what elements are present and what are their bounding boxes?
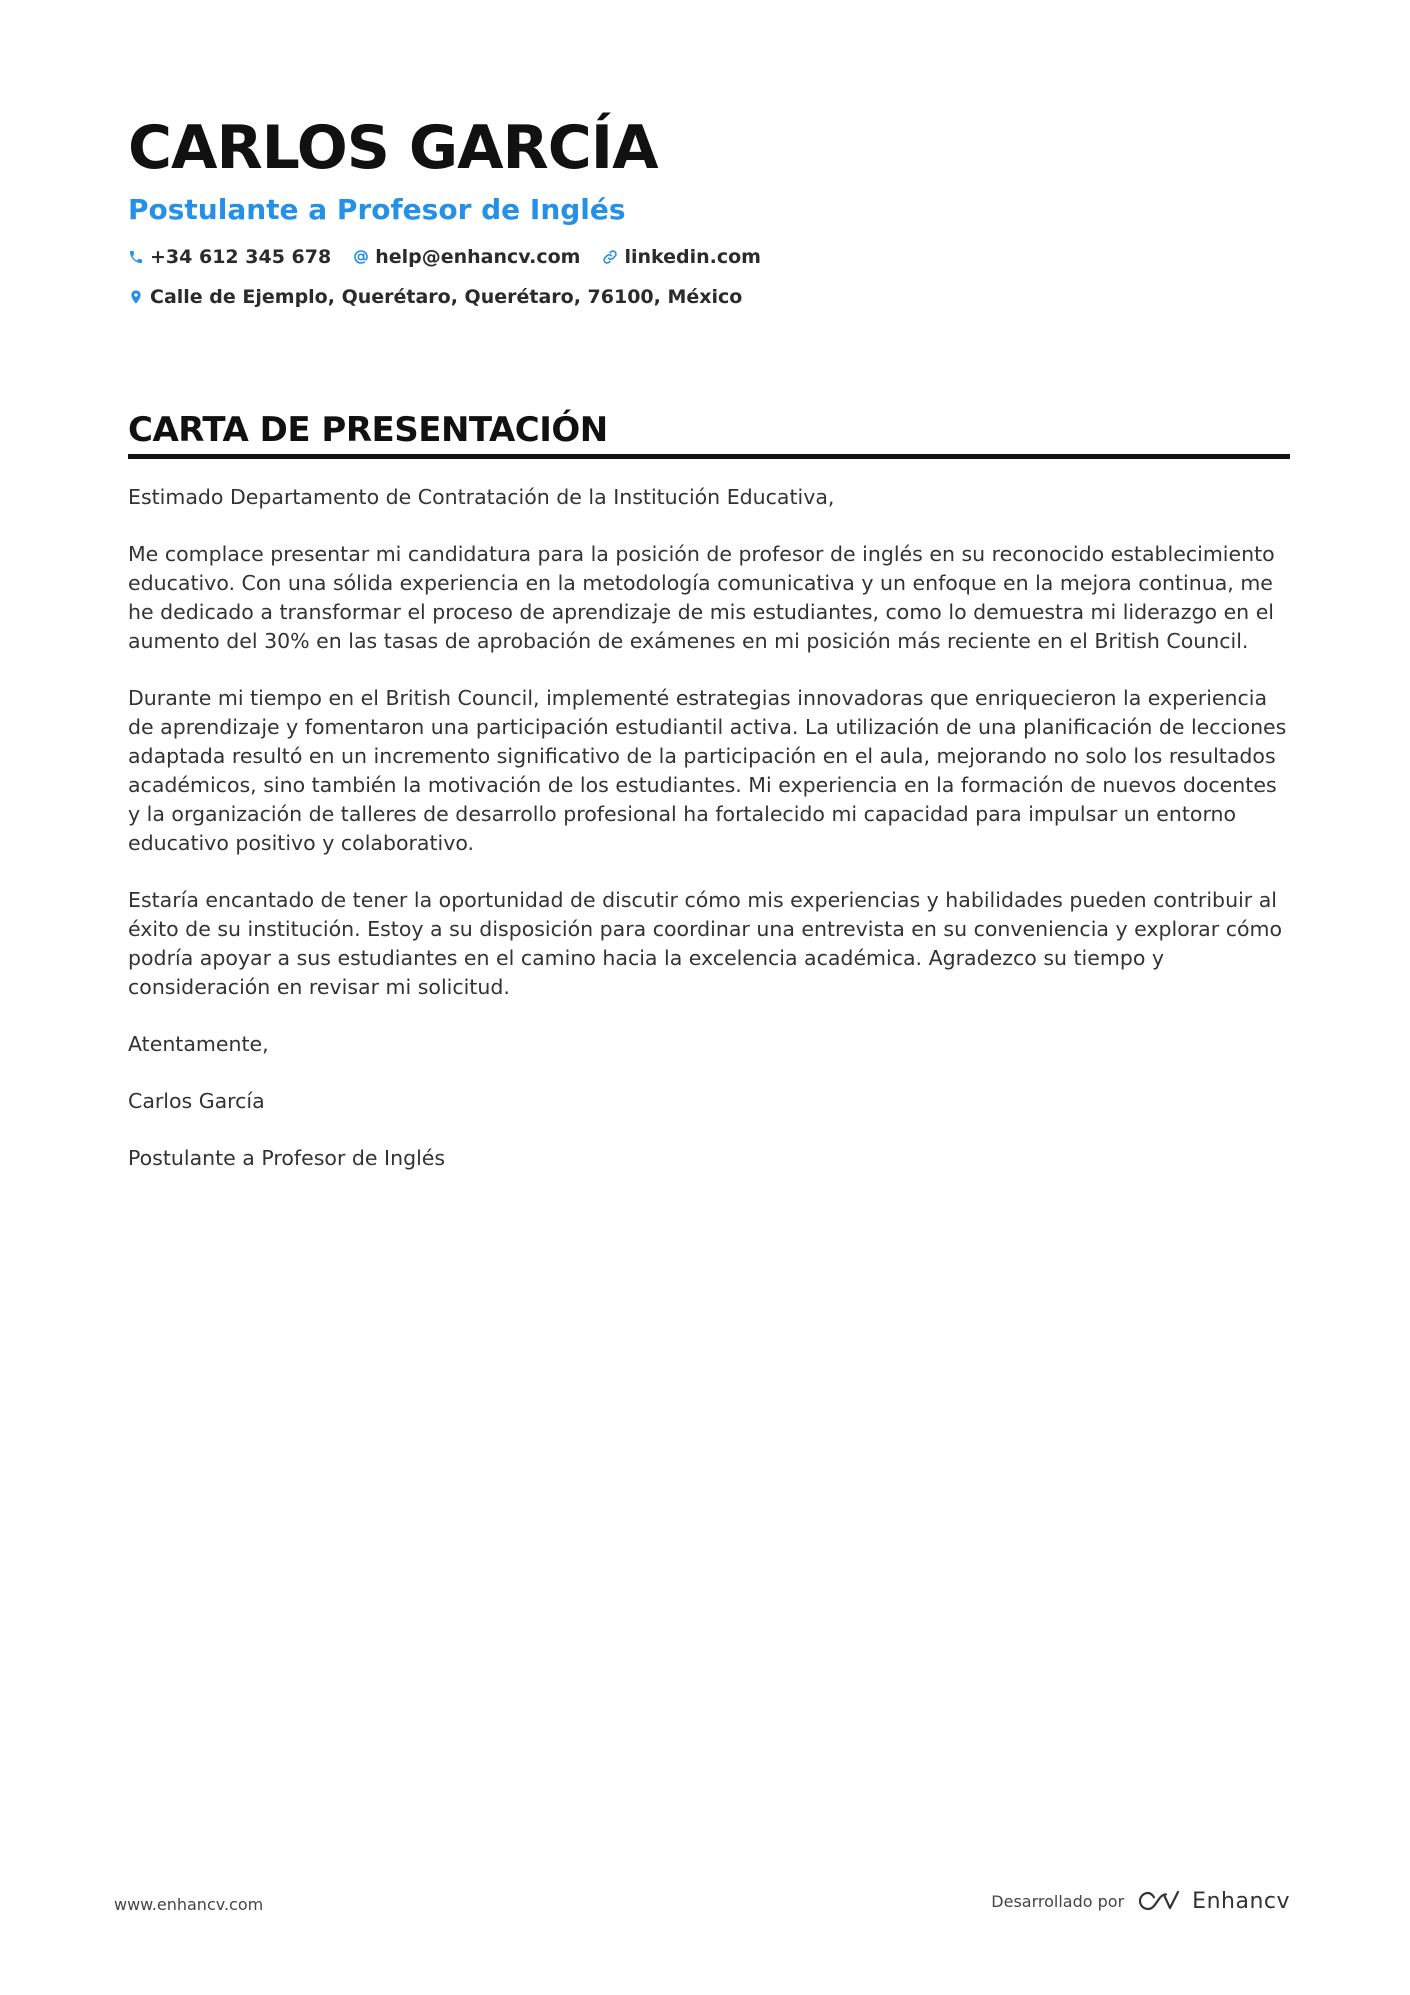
contact-email[interactable] (353, 244, 580, 270)
brand-name: Enhancv (1192, 1888, 1290, 1914)
contact-row-primary (128, 244, 1290, 270)
phone-text: +34 612 345 678 (150, 246, 332, 268)
candidate-name: CARLOS GARCÍA (128, 113, 658, 183)
footer-branding[interactable] (991, 1888, 1290, 1914)
address-text: Calle de Ejemplo, Querétaro, Querétaro, 76100, México (150, 286, 743, 308)
signature-name: Carlos García (128, 1089, 265, 1113)
link-text: linkedin.com (624, 246, 761, 268)
footer-website[interactable]: www.enhancv.com (114, 1895, 264, 1914)
location-pin-icon (128, 289, 144, 305)
powered-by-text: Desarrollado por (991, 1891, 1125, 1911)
letter-greeting: Estimado Departamento de Contratación de la Institución Educativa, (128, 485, 835, 509)
letter-paragraph: Durante mi tiempo en el British Council, implementé estrategias innovadoras que enriquecieron la experiencia de aprendizaje y fomentaron una participación estudiantil activa. La utilización de una planificación de lecciones adaptada resultó en un incremento significativo de la participación en el aula, mejorando no solo los resultados académicos, sino también la motivación de los estudiantes. Mi experiencia en la formación de nuevos docentes y la organización de talleres de desarrollo profesional ha fortalecido mi capacidad para impulsar un entorno educativo positivo y colaborativo. (128, 686, 1287, 855)
letter-body (128, 483, 1290, 1173)
section-title: CARTA DE PRESENTACIÓN (128, 410, 1290, 459)
link-icon (602, 249, 618, 265)
contact-address (128, 284, 742, 310)
phone-icon (128, 249, 144, 265)
letter-paragraph: Estaría encantado de tener la oportunidad de discutir cómo mis experiencias y habilidades pueden contribuir al éxito de su institución. Estoy a su disposición para coordinar una entrevista en su conveniencia y explorar cómo podría apoyar a sus estudiantes en el camino hacia la excelencia académica. Agradezco su tiempo y consideración en revisar mi solicitud. (128, 888, 1283, 999)
contact-phone[interactable] (128, 244, 331, 270)
cover-letter-page (128, 110, 1290, 1201)
email-text: help@enhancv.com (375, 246, 581, 268)
contact-link[interactable] (602, 244, 761, 270)
signature-title: Postulante a Profesor de Inglés (128, 1146, 446, 1170)
job-title: Postulante a Profesor de Inglés (128, 193, 626, 226)
enhancv-logo-icon (1136, 1888, 1182, 1914)
contact-row-address (128, 284, 1290, 310)
at-icon (353, 249, 369, 265)
letter-closing: Atentamente, (128, 1032, 269, 1056)
letter-paragraph: Me complace presentar mi candidatura para la posición de profesor de inglés en su reconocido establecimiento educativo. Con una sólida experiencia en la metodología comunicativa y un enfoque en la mejora continua, me he dedicado a transformar el proceso de aprendizaje de mis estudiantes, como lo demuestra mi liderazgo en el aumento del 30% en las tasas de aprobación de exámenes en mi posición más reciente en el British Council. (128, 542, 1275, 653)
